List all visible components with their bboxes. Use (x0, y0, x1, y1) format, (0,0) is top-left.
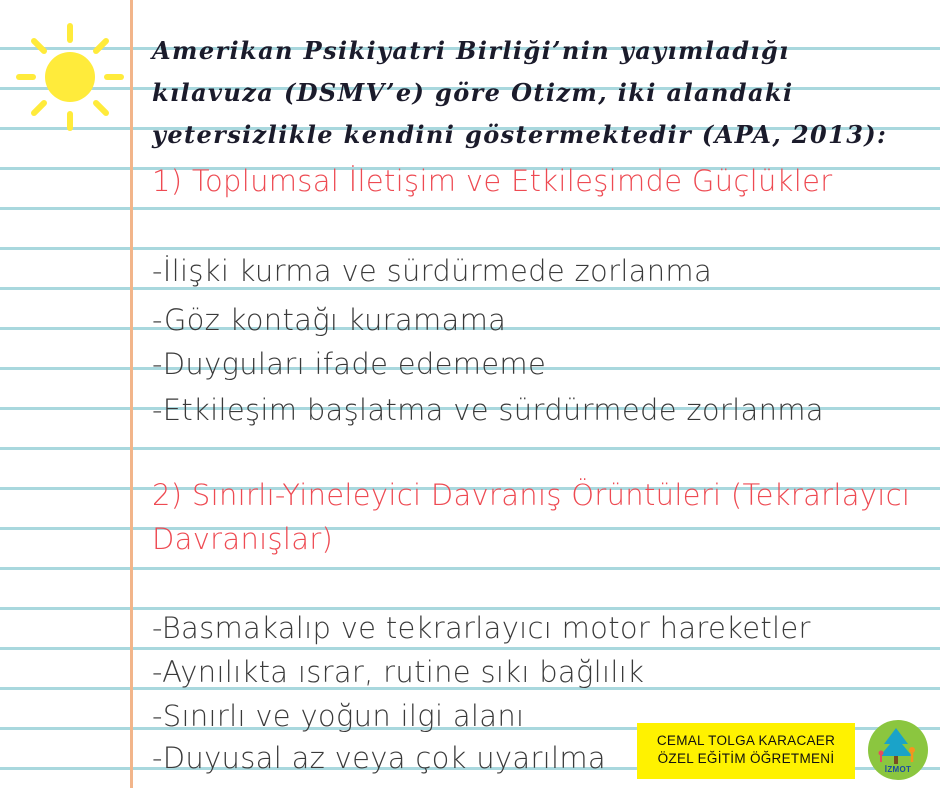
section1-item: -Duyguları ifade edememe (152, 347, 547, 381)
section1-item: -İlişki kurma ve sürdürmede zorlanma (152, 254, 713, 288)
section2-item: -Aynılıkta ısrar, rutine sıkı bağlılık (152, 655, 645, 689)
author-name: CEMAL TOLGA KARACAER (656, 733, 836, 748)
sun-icon (15, 22, 125, 132)
author-badge (637, 723, 855, 779)
section2-heading-line2: Davranışlar) (152, 522, 334, 556)
section2-item: -Basmakalıp ve tekrarlayıcı motor hareketler (152, 611, 811, 645)
section2-item: -Sınırlı ve yoğun ilgi alanı (152, 699, 525, 733)
section2-heading-line1: 2) Sınırlı-Yineleyici Davranış Örüntüleri (Tekrarlayıcı (152, 478, 911, 512)
section2-item: -Duyusal az veya çok uyarılma (152, 741, 607, 775)
section1-heading: 1) Toplumsal İletişim ve Etkileşimde Güçlükler (152, 164, 833, 198)
author-role: ÖZEL EĞİTİM ÖĞRETMENİ (657, 751, 835, 766)
tree-children-logo-icon (868, 720, 928, 780)
section1-item: -Göz kontağı kuramama (152, 303, 507, 337)
section1-item: -Etkileşim başlatma ve sürdürmede zorlanma (152, 393, 824, 427)
margin-line (130, 0, 133, 788)
logo-text: İZMOT (884, 765, 912, 774)
intro-text: Amerikan Psikiyatri Birliği’nin yayımladığı kılavuza (DSMV’e) göre Otizm, iki alandaki yetersizlikle kendini göstermektedir (APA, 2013): (152, 36, 888, 149)
